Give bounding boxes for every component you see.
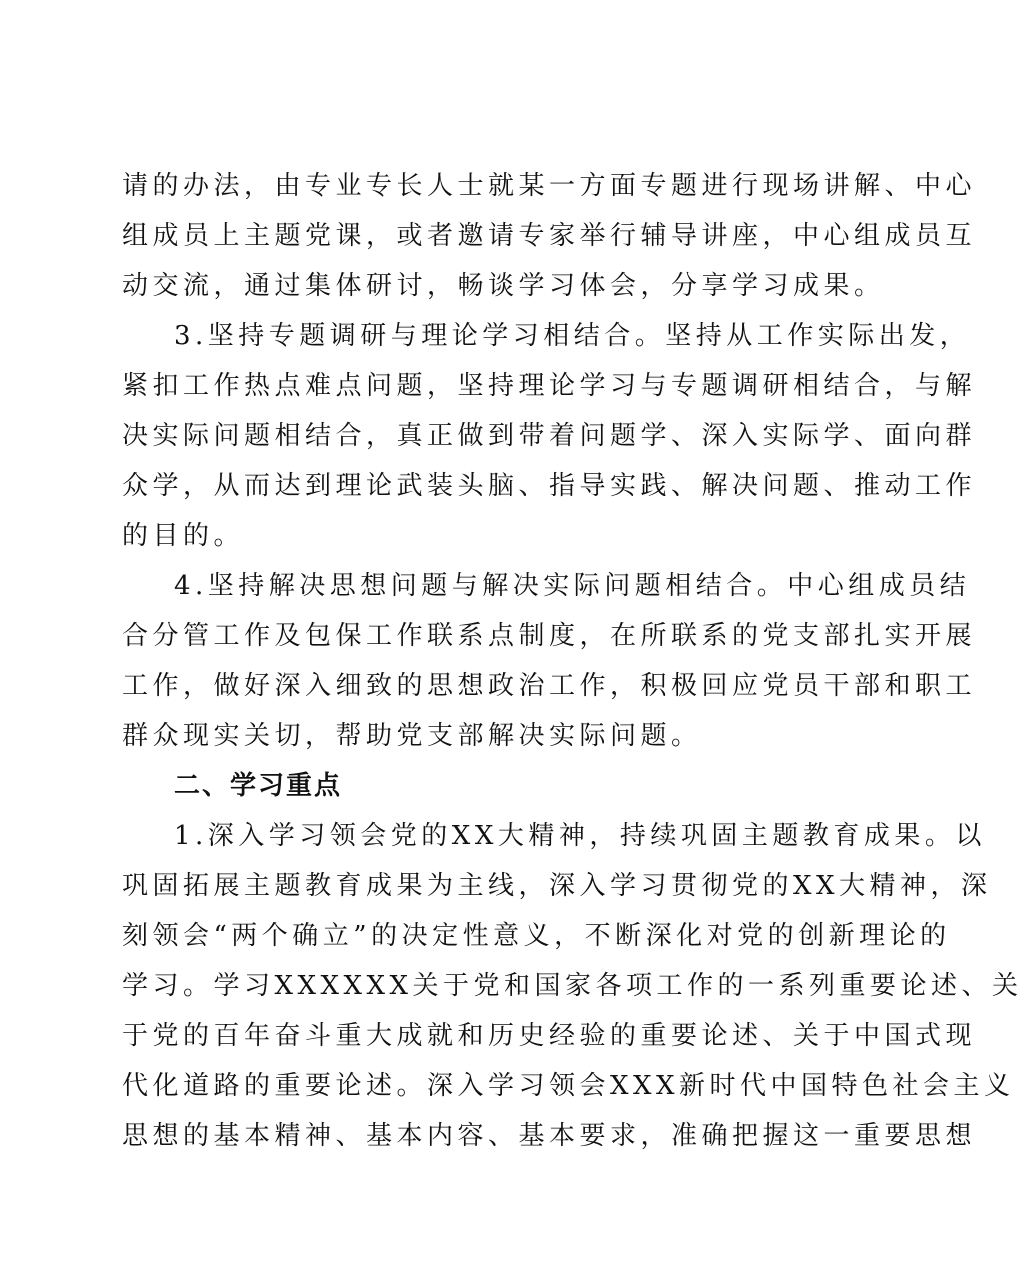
paragraph-line: 群众现实关切，帮助党支部解决实际问题。 [122,721,702,751]
paragraph-line: 请的办法，由专业专长人士就某一方面专题进行现场讲解、中心 [122,171,977,201]
section-heading: 二、学习重点 [174,771,343,801]
paragraph-line: 于党的百年奋斗重大成就和历史经验的重要论述、关于中国式现 [122,1021,977,1051]
paragraph-line: 工作，做好深入细致的思想政治工作，积极回应党员干部和职工 [122,671,977,701]
paragraph-line: 1.深入学习领会党的XX大精神，持续巩固主题教育成果。以 [174,821,986,851]
paragraph-line: 学习。学习XXXXXX关于党和国家各项工作的一系列重要论述、关 [122,971,1023,1001]
paragraph-line: 组成员上主题党课，或者邀请专家举行辅导讲座，中心组成员互 [122,221,977,251]
paragraph-line: 刻领会“两个确立”的决定性意义，不断深化对党的创新理论的 [122,921,951,951]
paragraph-line: 巩固拓展主题教育成果为主线，深入学习贯彻党的XX大精神，深 [122,871,992,901]
paragraph-line: 的目的。 [122,521,245,551]
paragraph-line: 紧扣工作热点难点问题，坚持理论学习与专题调研相结合，与解 [122,371,977,401]
paragraph-line: 合分管工作及包保工作联系点制度，在所联系的党支部扎实开展 [122,621,977,651]
paragraph-line: 决实际问题相结合，真正做到带着问题学、深入实际学、面向群 [122,421,977,451]
paragraph-line: 动交流，通过集体研讨，畅谈学习体会，分享学习成果。 [122,271,885,301]
paragraph-line: 思想的基本精神、基本内容、基本要求，准确把握这一重要思想 [122,1121,977,1151]
paragraph-line: 代化道路的重要论述。深入学习领会XXX新时代中国特色社会主义 [122,1071,1015,1101]
paragraph-line: 4.坚持解决思想问题与解决实际问题相结合。中心组成员结 [174,571,971,601]
paragraph-line: 3.坚持专题调研与理论学习相结合。坚持从工作实际出发， [174,321,971,351]
paragraph-line: 众学，从而达到理论武装头脑、指导实践、解决问题、推动工作 [122,471,977,501]
